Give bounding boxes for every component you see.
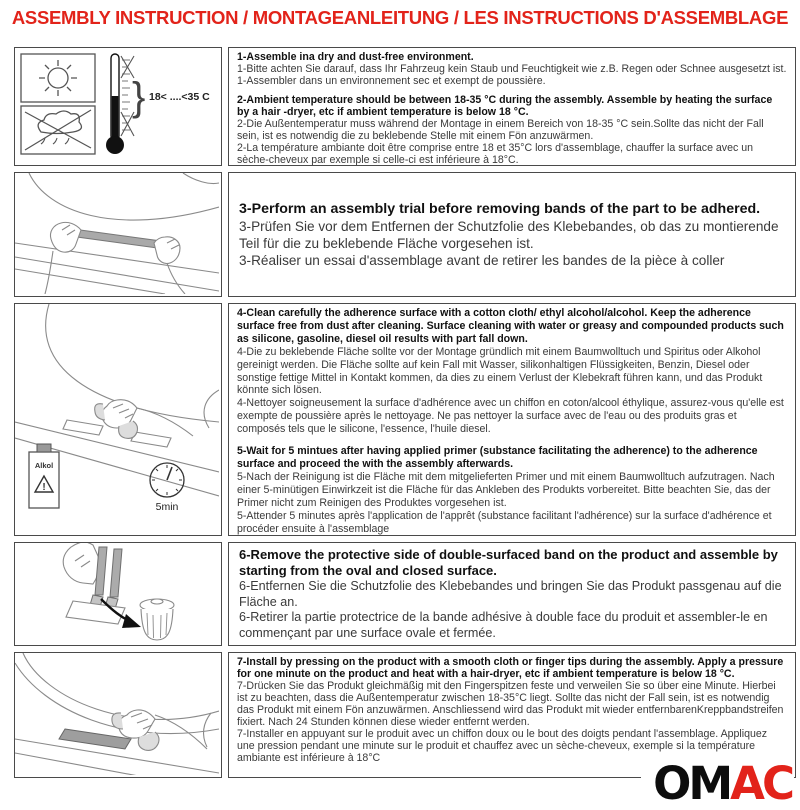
step5-fr: 5-Attender 5 minutes après l'application de l'apprêt (substance facilitant l'adhérence) sur la surface d'adhérence et procéder ensuite à l'assemblage bbox=[237, 509, 772, 535]
press-install-panel bbox=[14, 652, 222, 778]
step6-en: 6-Remove the protective side of double-surfaced band on the product and assemble by starting from the oval and closed surface. bbox=[239, 547, 778, 578]
assembly-trial-panel bbox=[14, 172, 222, 297]
step7-de: 7-Drücken Sie das Produkt gleichmäßig mit den Fingerspitzen feste und verweilen Sie so über eine Minute. Hierbei ist zu beachten, dass die Außentemperatur zwischen 18-35°C liegt. Sollte das nicht der Fall sein, ist es notwendig das Produkt mit einem Fön anzuwärmen. Anschliessend wird das Produkt mit wieder entfernbarenKreppbandstreifen fixiert. Nach 24 Stunden können diese wieder entfernt werden. bbox=[237, 680, 784, 728]
step5-de: 5-Nach der Reinigung ist die Fläche mit dem mitgelieferten Primer und mit einem Baumwolltuch aufzutragen. Nach einer 5-minütigen Einwirkzeit ist die Fläche für das Ankleben des Produkts vorbereitet. Bitte beachten Sie, das der Primer nicht zum Reinigen des Produktes vorgesehen ist. bbox=[237, 470, 775, 509]
no-rain-icon bbox=[21, 106, 95, 154]
step2-de: 2-Die Außentemperatur muss während der Montage in einem Bereich von 18-35 °C sein.Sollte das nicht der Fall sein, ist es notwendig die zu beklebende Stelle mit einem Fön anzuwärmen. bbox=[237, 118, 764, 142]
alcohol-bottle-icon bbox=[29, 444, 59, 508]
logo-text-red: AC bbox=[730, 756, 792, 810]
omac-logo bbox=[641, 756, 794, 810]
paragraph-spacer bbox=[237, 87, 787, 94]
sun-icon bbox=[21, 54, 95, 102]
step-row-4-5 bbox=[14, 303, 796, 536]
paragraph-spacer bbox=[237, 436, 787, 445]
clock-duration-label: 5min bbox=[155, 501, 179, 513]
step1-de: 1-Bitte achten Sie darauf, dass Ihr Fahrzeug kein Staub und Feuchtigkeit wie z.B. Regen oder Schnee ausgesetzt ist. bbox=[237, 63, 787, 75]
wiping-hand bbox=[95, 400, 193, 439]
logo-text-black: OM bbox=[653, 756, 731, 810]
step-text-1-2 bbox=[228, 47, 796, 166]
trim-strip bbox=[73, 229, 165, 249]
instruction-sheet bbox=[14, 47, 796, 784]
climate-illustration bbox=[15, 48, 219, 163]
bottle-label: Alkol bbox=[34, 461, 54, 470]
step3-fr: 3-Réaliser un essai d'assemblage avant de retirer les bandes de la pièce à coller bbox=[239, 253, 725, 269]
trash-can-icon bbox=[140, 599, 174, 640]
peeling-hand bbox=[63, 543, 99, 584]
step4-de: 4-Die zu beklebende Fläche sollte vor der Montage gründlich mit einem Baumwolltuch und Spiritus oder Alkohol gereinigt werden. Die Fläche sollte auf kein Fall mit Wasser, silikonhaltigen Flüssigkeiten, Benzin, Diesel oder sonstige fettige Mittel in Kontakt kommen, da dies zu einem Verlust der Klebekraft führen kann, und das Produkt könnte sich lösen. bbox=[237, 345, 763, 397]
step-row-6 bbox=[14, 542, 796, 646]
step6-de: 6-Entfernen Sie die Schutzfolie des Klebebandes und bringen Sie das Produkt passgenau auf die Fläche an. bbox=[239, 578, 782, 609]
range-brace: } bbox=[132, 75, 146, 119]
thermometer-icon bbox=[106, 54, 145, 154]
step6-fr: 6-Retirer la partie protectrice de la bande adhésive à double face du produit et assembler-le en commençant par une surface ovale et fermée. bbox=[239, 610, 768, 641]
step4-en: 4-Clean carefully the adherence surface with a cotton cloth/ ethyl alcohol/alcohol. Keep the adherence surface free from dust after cleaning. Surface cleaning with water or greasy and compounded products such as silicone, gasoline, diesel oil results with part fall down. bbox=[237, 307, 784, 345]
cleaning-illustration bbox=[15, 304, 219, 533]
warning-exclamation: ! bbox=[42, 482, 46, 493]
step7-en: 7-Install by pressing on the product with a smooth cloth or finger tips during the assembly. Apply a pressure for one minute on the product and heat with a hair-dryer, etc if ambient temperature is below 18 °C. bbox=[237, 656, 784, 680]
assembly-trial-illustration bbox=[15, 173, 219, 294]
step-text-4-5 bbox=[228, 303, 796, 536]
step3-de: 3-Prüfen Sie vor dem Entfernen der Schutzfolie des Klebebandes, ob das zu montierende Teil für die zu beklebende Fläche vorgesehen ist. bbox=[239, 218, 779, 251]
step-text-6 bbox=[228, 542, 796, 646]
cleaning-panel bbox=[14, 303, 222, 536]
clock-icon bbox=[150, 463, 184, 497]
peel-band-illustration bbox=[15, 543, 219, 643]
step-row-3 bbox=[14, 172, 796, 297]
step5-en: 5-Wait for 5 mintues after having applied primer (substance facilitating the adherence) to the adherence surface and proceed the with the assembly afterwards. bbox=[237, 445, 758, 470]
page-title: ASSEMBLY INSTRUCTION / MONTAGEANLEITUNG / LES INSTRUCTIONS D'ASSEMBLAGE bbox=[11, 7, 789, 28]
step2-fr: 2-La température ambiante doit être comprise entre 18 et 35°C lors d'assemblage, chauffer la surface avec un sèche-cheveux par exemple si celle-ci est inférieure à 18°C. bbox=[237, 142, 754, 166]
step1-en: 1-Assemble ina dry and dust-free environment. bbox=[237, 51, 474, 63]
left-hand bbox=[45, 222, 81, 294]
step2-en: 2-Ambient temperature should be between 18-35 °C during the assembly. Assemble by heating the surface by a hair -dryer, etc if ambient temperature is below 18 °C. bbox=[237, 94, 773, 118]
press-install-illustration bbox=[15, 653, 219, 775]
climate-conditions-panel bbox=[14, 47, 222, 166]
step7-fr: 7-Installer en appuyant sur le produit avec un chiffon doux ou le bout des doigts pendant l'assemblage. Appliquez une pression pendant une minute sur le produit et chauffez avec un sèche-cheveux, exemple si la température ambiante est inférieure à 18°C bbox=[237, 728, 768, 764]
step-row-1-2 bbox=[14, 47, 796, 166]
step-text-3 bbox=[228, 172, 796, 297]
step1-fr: 1-Assembler dans un environnement sec et exempt de poussière. bbox=[237, 75, 546, 87]
peel-band-panel bbox=[14, 542, 222, 646]
step4-fr: 4-Nettoyer soigneusement la surface d'adhérence avec un chiffon en coton/alcool éthylique, assurez-vous qu'elle est exempte de poussière après le nettoyage. Ne pas nettoyer la surface avec de l'eau ou des produits gras et composés tels que le silicone, l'essence, l'huile diesel. bbox=[237, 397, 784, 436]
temperature-range-label: 18< ....<35 C bbox=[149, 91, 210, 103]
step3-en: 3-Perform an assembly trial before removing bands of the part to be adhered. bbox=[239, 200, 761, 217]
